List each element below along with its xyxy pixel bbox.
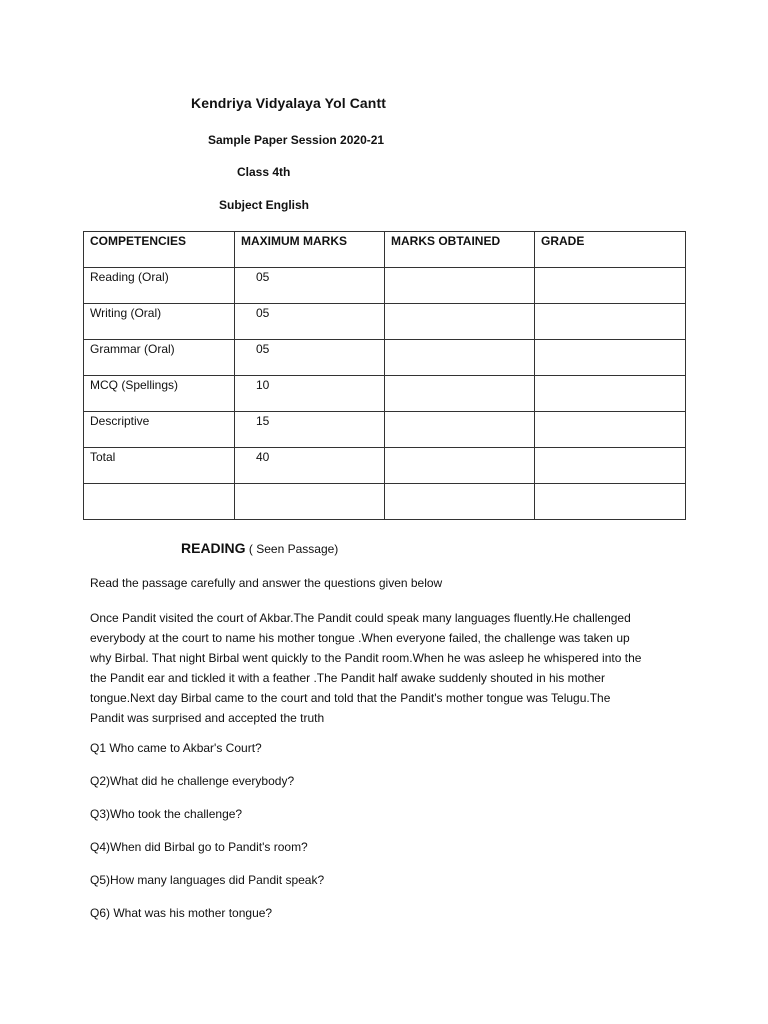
max-marks-cell: 05 xyxy=(235,340,385,376)
question-5: Q5)How many languages did Pandit speak? xyxy=(90,873,325,887)
reading-instructions: Read the passage carefully and answer the questions given below xyxy=(90,576,443,590)
table-row xyxy=(84,448,686,484)
question-3: Q3)Who took the challenge? xyxy=(90,807,243,821)
reading-heading: READING xyxy=(181,540,246,556)
grade-cell xyxy=(535,340,686,376)
class-title: Class 4th xyxy=(237,165,291,179)
marks-obtained-cell xyxy=(385,484,535,520)
passage-line: the Pandit ear and tickled it with a feather .The Pandit half awake suddenly shouted in his mother xyxy=(90,671,605,685)
competency-cell xyxy=(84,484,235,520)
passage-line: tongue.Next day Birbal came to the court and told that the Pandit's mother tongue was Telugu.The xyxy=(90,691,611,705)
max-marks-cell: 05 xyxy=(235,304,385,340)
table-row xyxy=(84,412,686,448)
marks-obtained-cell xyxy=(385,412,535,448)
passage-line: Once Pandit visited the court of Akbar.The Pandit could speak many languages fluently.He challenged xyxy=(90,611,631,625)
max-marks-cell: 15 xyxy=(235,412,385,448)
marks-obtained-cell xyxy=(385,304,535,340)
competency-cell: MCQ (Spellings) xyxy=(84,376,235,412)
competency-cell: Total xyxy=(84,448,235,484)
grade-cell xyxy=(535,412,686,448)
grade-cell xyxy=(535,304,686,340)
marks-table xyxy=(83,231,686,520)
table-row-empty xyxy=(84,484,686,520)
table-row xyxy=(84,340,686,376)
reading-passage xyxy=(90,608,690,728)
school-name: Kendriya Vidyalaya Yol Cantt xyxy=(191,95,386,111)
competency-cell: Writing (Oral) xyxy=(84,304,235,340)
marks-obtained-cell xyxy=(385,448,535,484)
max-marks-cell: 40 xyxy=(235,448,385,484)
question-1: Q1 Who came to Akbar's Court? xyxy=(90,741,262,755)
grade-cell xyxy=(535,448,686,484)
marks-obtained-cell xyxy=(385,268,535,304)
column-header: MARKS OBTAINED xyxy=(385,232,535,268)
subject-title: Subject English xyxy=(219,198,310,212)
session-title: Sample Paper Session 2020-21 xyxy=(208,133,385,147)
max-marks-cell: 10 xyxy=(235,376,385,412)
reading-section-heading xyxy=(181,540,338,556)
grade-cell xyxy=(535,484,686,520)
table-row xyxy=(84,304,686,340)
question-4: Q4)When did Birbal go to Pandit's room? xyxy=(90,840,308,854)
marks-obtained-cell xyxy=(385,340,535,376)
competency-cell: Grammar (Oral) xyxy=(84,340,235,376)
column-header: COMPETENCIES xyxy=(84,232,235,268)
passage-line: Pandit was surprised and accepted the truth xyxy=(90,711,325,725)
question-2: Q2)What did he challenge everybody? xyxy=(90,774,295,788)
competency-cell: Reading (Oral) xyxy=(84,268,235,304)
grade-cell xyxy=(535,268,686,304)
column-header: MAXIMUM MARKS xyxy=(235,232,385,268)
table-header-row xyxy=(84,232,686,268)
max-marks-cell: 05 xyxy=(235,268,385,304)
question-6: Q6) What was his mother tongue? xyxy=(90,906,273,920)
column-header: GRADE xyxy=(535,232,686,268)
competency-cell: Descriptive xyxy=(84,412,235,448)
reading-subheading: ( Seen Passage) xyxy=(245,542,339,556)
table-row xyxy=(84,268,686,304)
passage-line: everybody at the court to name his mother tongue .When everyone failed, the challenge was taken up xyxy=(90,631,630,645)
passage-line: why Birbal. That night Birbal went quickly to the Pandit room.When he was asleep he whispered into the xyxy=(90,651,642,665)
marks-obtained-cell xyxy=(385,376,535,412)
max-marks-cell xyxy=(235,484,385,520)
table-row xyxy=(84,376,686,412)
grade-cell xyxy=(535,376,686,412)
